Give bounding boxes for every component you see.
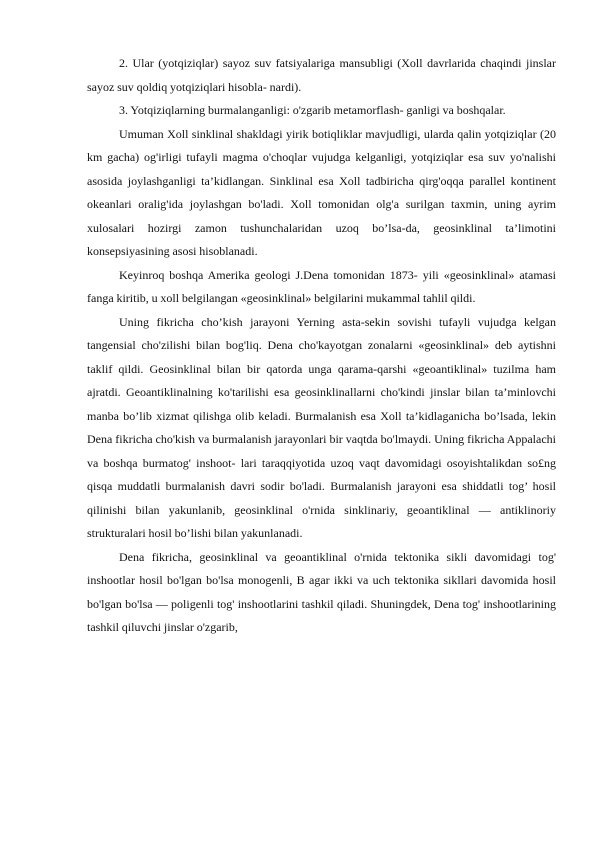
paragraph-3: Umuman Xoll sinklinal shakldagi yirik botiqliklar mavjudligi, ularda qalin yotqiziqlar (20 km gacha) og'irligi tufayli magma o'choqlar vujudga kelganligi, yotqiziqlar esa suv yo'nalishi asosida joylashganligi ta’kidlangan. Sinklinal esa Xoll tadbiricha qirg'oqqa parallel kontinent okeanlari oralig'ida joylashgan bo'ladi. Xoll tomonidan olg'a surilgan taxmin, uning ayrim xulosalari hozirgi zamon tushunchalaridan uzoq bo’lsa-da, geosinklinal ta’limotini konsepsiyasining asosi hisoblanadi. bbox=[87, 126, 556, 258]
document-page bbox=[87, 52, 556, 640]
paragraph-1: 2. Ular (yotqiziqlar) sayoz suv fatsiyalariga mansubligi (Xoll davrlarida chaqindi jinslar sayoz suv qoldiq yotqiziqlari hisobla- nardi). bbox=[87, 56, 556, 94]
paragraph-5: Uning fikricha cho’kish jarayoni Yerning asta-sekin sovishi tufayli vujudga kelgan tangensial cho'zilishi bilan bog'liq. Dena cho'kayotgan zonalarni «geosinklinal» deb aytishni taklif qildi. Geosinklinal bilan bir qatorda unga qarama-qarshi «geoantiklinal» tuzilma ham ajratdi. Geoantiklinalning ko'tarilishi esa geosinklinallarni cho'kindi jinslar bilan ta’minlovchi manba bo’lib xizmat qilishga olib keladi. Burmalanish esa Xoll ta’kidlaganicha bo’lsada, lekin Dena fikricha cho'kish va burmalanish jarayonlari bir vaqtda bo'lmaydi. Uning fikricha Appalachi va boshqa burmatog' inshoot- lari taraqqiyotida uzoq vaqt davomidagi osoyishtalikdan so£ng qisqa muddatli burmalanish davri sodir bo'ladi. Burmalanish jarayoni esa shiddatli tog’ hosil qilinishi bilan yakunlanib, geosinklinal o'rnida sinklinariy, geoantiklinal — antiklinoriy strukturalari hosil bo’lishi bilan yakunlanadi. bbox=[87, 314, 556, 540]
paragraph-6: Dena fikricha, geosinklinal va geoantiklinal o'rnida tektonika sikli davomidagi tog' inshootlar hosil bo'lgan bo'lsa monogenli, B agar ikki va uch tektonika sikllari davomida hosil bo'lgan bo'lsa — poligenli tog' inshootlarini tashkil qiladi. Shuningdek, Dena tog' inshootlarining tashkil qiluvchi jinslar o'zgarib, bbox=[87, 549, 556, 634]
paragraph-2: 3. Yotqiziqlarning burmalanganligi: o'zgarib metamorflash- ganligi va boshqalar. bbox=[119, 103, 506, 117]
paragraph-4: Keyinroq boshqa Amerika geologi J.Dena tomonidan 1873- yili «geosinklinal» atamasi fanga kiritib, u xoll belgilangan «geosinklinal» belgilarini mukammal tahlil qildi. bbox=[87, 267, 556, 305]
